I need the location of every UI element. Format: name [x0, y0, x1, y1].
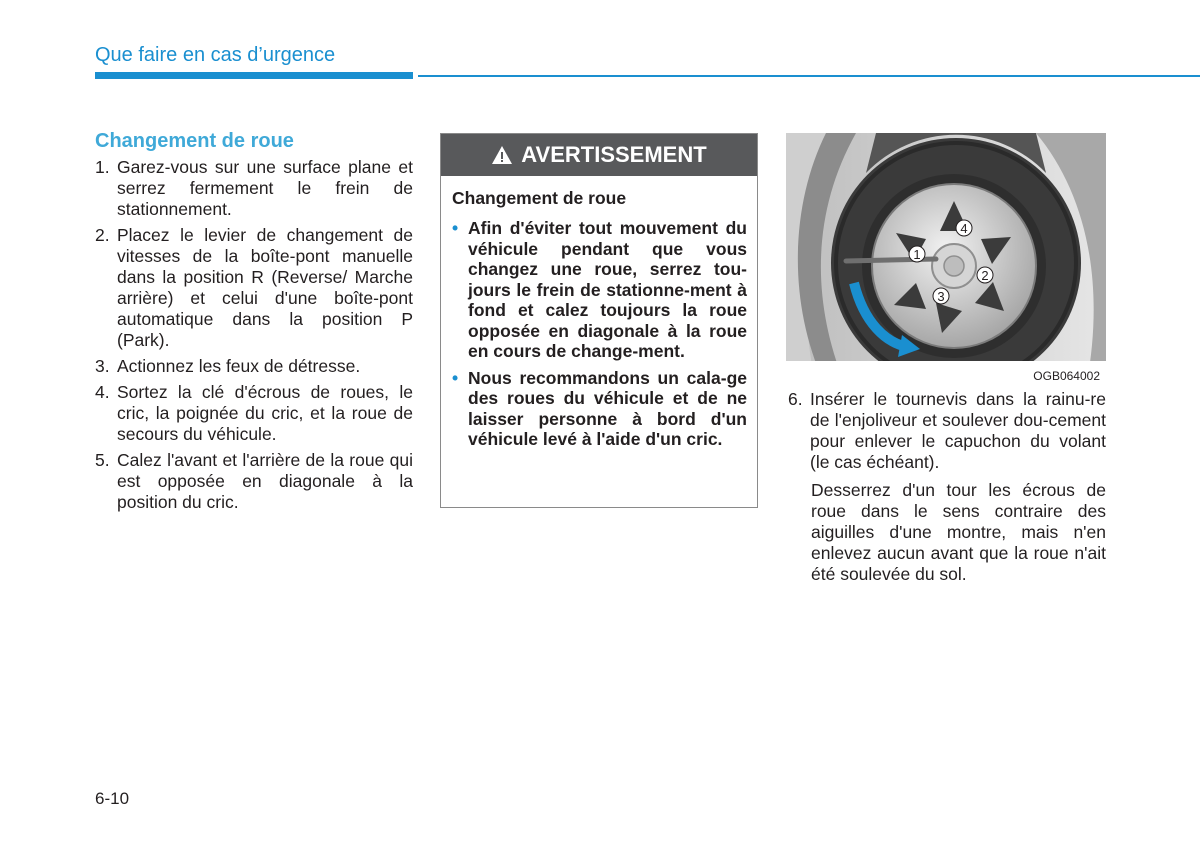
step-item [95, 225, 413, 351]
warning-heading: AVERTISSEMENT [521, 142, 707, 167]
warning-text: Afin d'éviter tout mouvement du véhicule pendant que vous changez une roue, serrez tou-jours le frein de stationne-ment à fond et calez toujours la roue opposée en diagonale à la roue en cours de change-ment. [468, 218, 747, 361]
callout-3: 3 [937, 289, 945, 304]
step-number: 2. [95, 225, 110, 245]
step-item [95, 382, 413, 445]
warning-triangle-icon [491, 145, 513, 165]
figure-code: OGB064002 [1033, 369, 1100, 383]
left-column [95, 130, 413, 518]
warning-item [452, 368, 747, 450]
step-paragraph: Desserrez d'un tour les écrous de roue dans le sens contraire des aiguilles d'une montre, mais n'en enlevez aucun avant que la roue n'ait été soulevée du sol. [811, 480, 1106, 584]
step-text: Insérer le tournevis dans la rainu-re de l'enjoliveur et soulever dou-cement pour enlever le capuchon du volant (le cas échéant). [810, 389, 1106, 472]
right-column [788, 389, 1106, 585]
step-item [95, 450, 413, 513]
step-number: 6. [788, 389, 803, 409]
page-number: 6-10 [95, 789, 130, 808]
step-item [95, 356, 413, 377]
warning-subtitle: Changement de roue [452, 188, 627, 208]
wheel-illustration [786, 133, 1106, 387]
header-rule-thin [418, 75, 1200, 77]
warning-item [452, 218, 747, 362]
steps-list [95, 157, 413, 513]
warning-body [441, 176, 757, 450]
page-header-title: Que faire en cas d’urgence [95, 44, 336, 66]
step-number: 5. [95, 450, 110, 470]
step-item [95, 157, 413, 220]
warning-list [452, 218, 747, 450]
warning-box [440, 133, 758, 508]
callout-2: 2 [981, 268, 989, 283]
section-title: Changement de roue [95, 130, 294, 152]
bullet-icon: • [452, 218, 459, 238]
step-text: Placez le levier de changement de vitesses de la boîte-pont manuelle dans la position R (Reverse/ Marche arrière) et celui d'une boîte-pont automatique dans la position P (Park). [117, 225, 413, 350]
step-text: Sortez la clé d'écrous de roues, le cric, la poignée du cric, et la roue de secours du véhicule. [117, 382, 413, 444]
header-rule-thick [95, 72, 413, 79]
step-number: 1. [95, 157, 110, 177]
step-number: 3. [95, 356, 110, 376]
step-item [788, 389, 1106, 473]
bullet-icon: • [452, 367, 459, 388]
step-number: 4. [95, 382, 110, 402]
step-text: Calez l'avant et l'arrière de la roue qui est opposée en diagonale à la position du cric. [117, 450, 413, 512]
step-text: Actionnez les feux de détresse. [117, 356, 361, 376]
step-text: Garez-vous sur une surface plane et serrez fermement le frein de stationnement. [117, 157, 413, 219]
warning-header [441, 134, 757, 176]
warning-text: Nous recommandons un cala-ge des roues du véhicule et de ne laisser personne à bord d'un véhicule levé à l'aide d'un cric. [468, 367, 747, 449]
callout-4: 4 [960, 221, 968, 236]
callout-1: 1 [913, 247, 921, 262]
